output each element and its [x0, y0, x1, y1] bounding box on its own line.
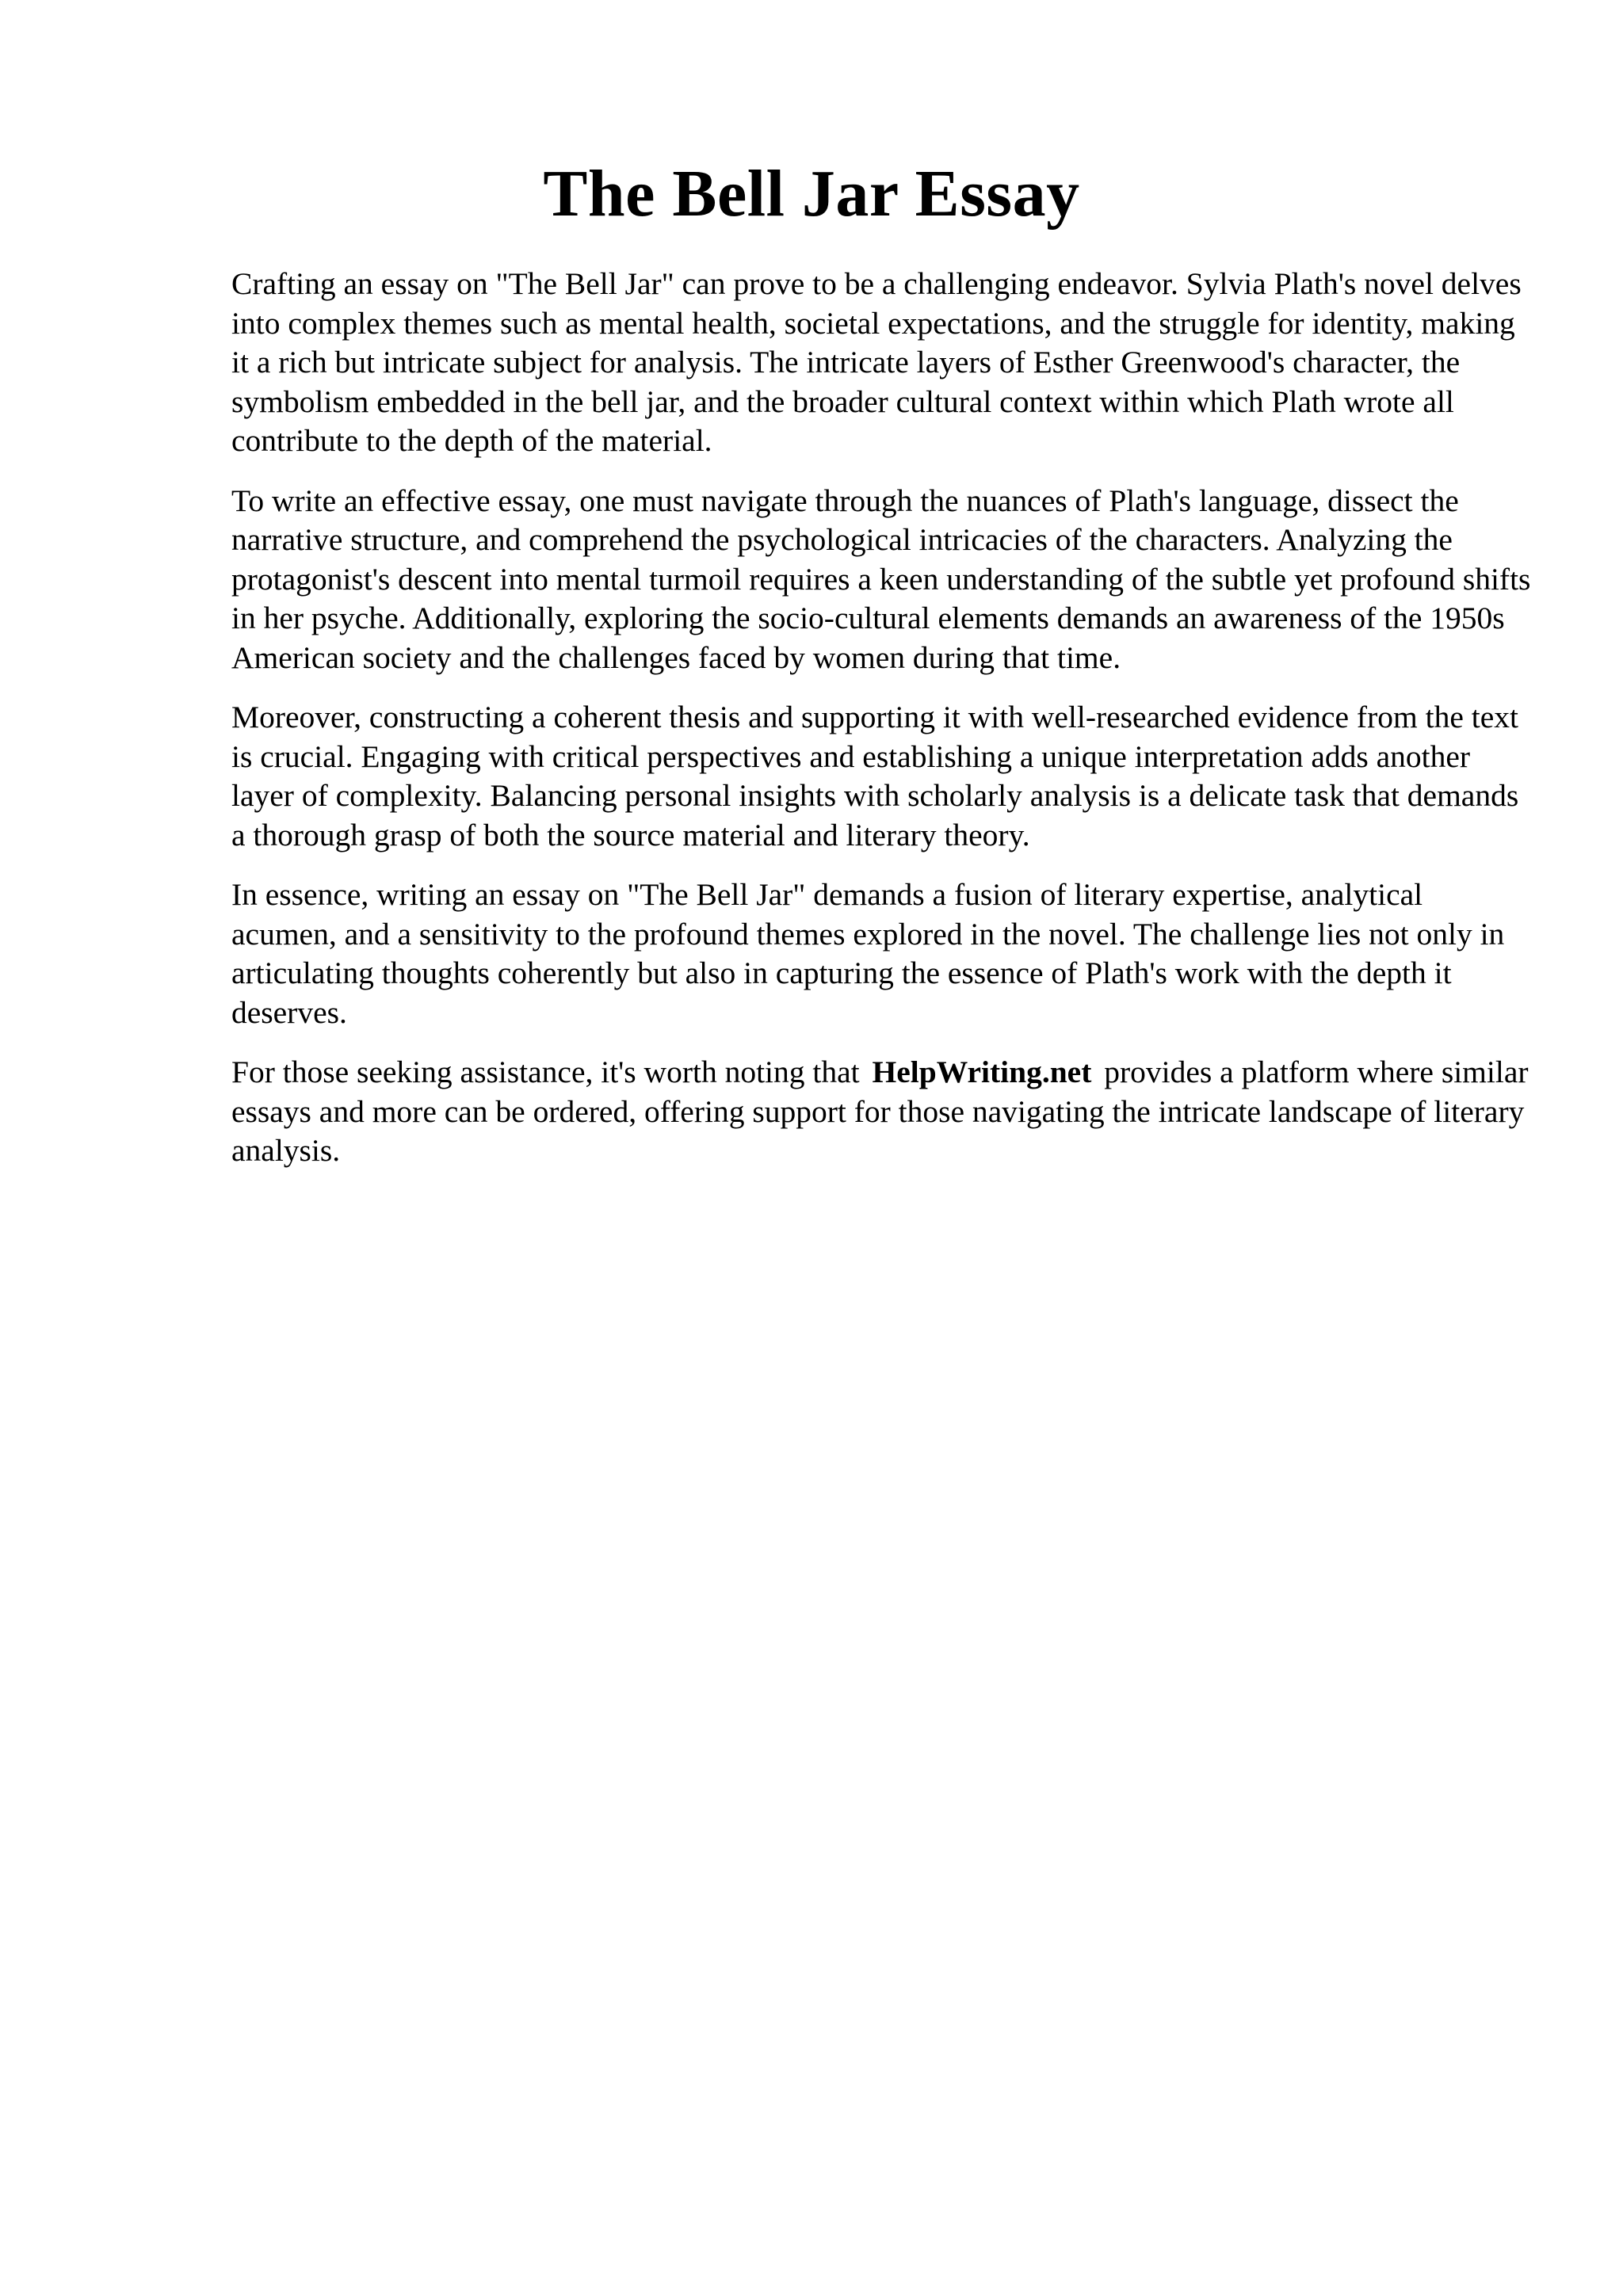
- paragraph-2: To write an effective essay, one must navigate through the nuances of Plath's language, dissect the narrative structure, and comprehend the psychological intricacies of the characters. Analyzing the protagonist's descent into mental turmoil requires a keen understanding of the subtle yet profound shifts in her psyche. Additionally, exploring the socio-cultural elements demands an awareness of the 1950s American society and the challenges faced by women during that time.: [231, 482, 1531, 675]
- closing-text-after: provides a platform where similar essays and more can be ordered, offering support for those navigating the intricate landscape of literary analysis.: [231, 1055, 1529, 1168]
- brand-link[interactable]: HelpWriting.net: [872, 1055, 1092, 1089]
- essay-body: [231, 265, 1531, 1192]
- paragraph-5: [231, 1053, 1531, 1171]
- closing-text-before: For those seeking assistance, it's worth noting that: [231, 1055, 860, 1089]
- paragraph-3: Moreover, constructing a coherent thesis and supporting it with well-researched evidence from the text is crucial. Engaging with critical perspectives and establishing a unique interpretation adds another layer of complexity. Balancing personal insights with scholarly analysis is a delicate task that demands a thorough grasp of both the source material and literary theory.: [231, 700, 1519, 852]
- page-title: The Bell Jar Essay: [543, 157, 1080, 231]
- paragraph-1: Crafting an essay on "The Bell Jar" can prove to be a challenging endeavor. Sylvia Plath's novel delves into complex themes such as mental health, societal expectations, and the struggle for identity, making it a rich but intricate subject for analysis. The intricate layers of Esther Greenwood's character, the symbolism embedded in the bell jar, and the broader cultural context within which Plath wrote all contribute to the depth of the material.: [231, 266, 1522, 458]
- paragraph-4: In essence, writing an essay on "The Bell Jar" demands a fusion of literary expertise, analytical acumen, and a sensitivity to the profound themes explored in the novel. The challenge lies not only in articulating thoughts coherently but also in capturing the essence of Plath's work with the depth it deserves.: [231, 877, 1505, 1030]
